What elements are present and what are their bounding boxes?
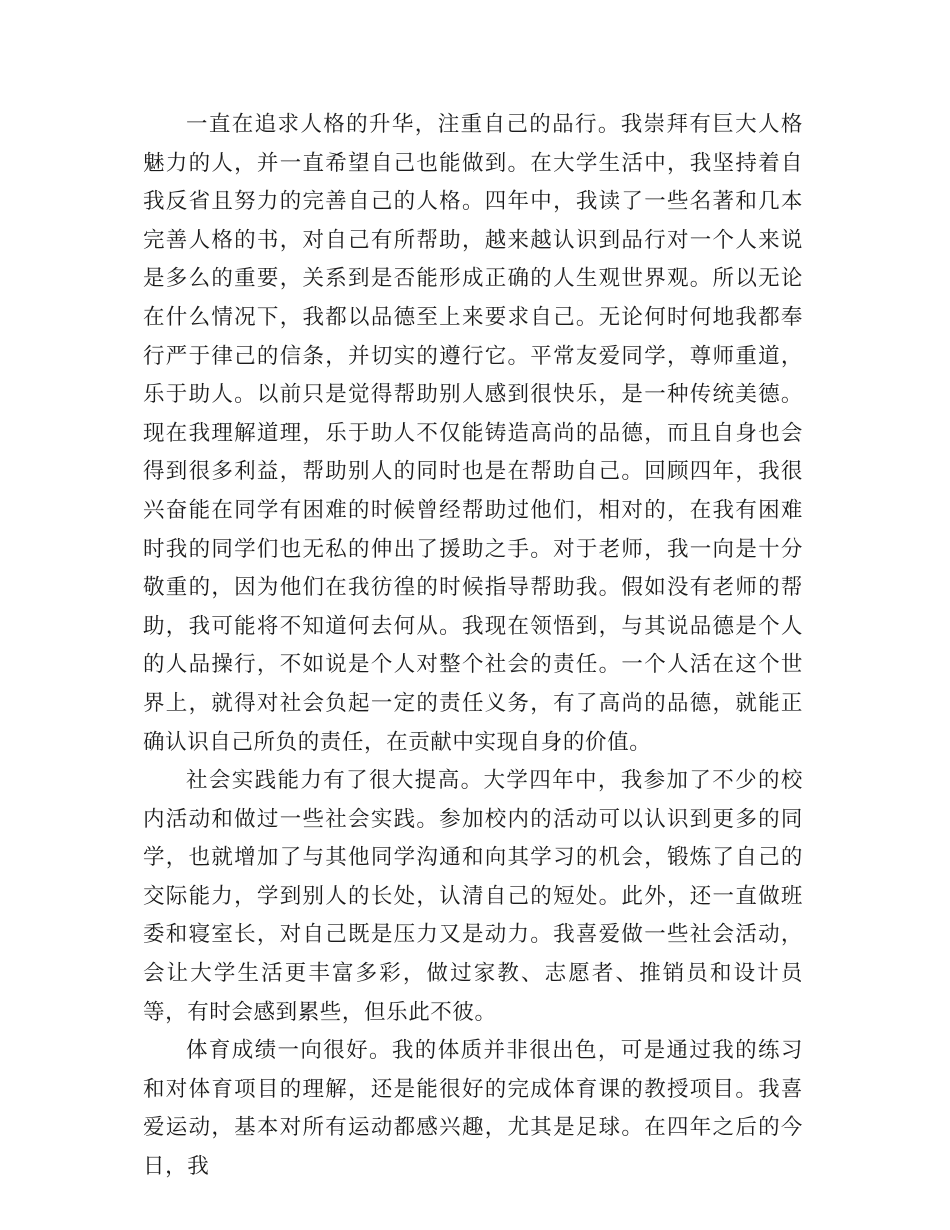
paragraph-character: 一直在追求人格的升华，注重自己的品行。我崇拜有巨大人格魅力的人，并一直希望自己也能做到。在大学生活中，我坚持着自我反省且努力的完善自己的人格。四年中，我读了一些名著和几本完善人格的书，对自己有所帮助，越来越认识到品行对一个人来说是多么的重要，关系到是否能形成正确的人生观世界观。所以无论在什么情况下，我都以品德至上来要求自己。无论何时何地我都奉行严于律己的信条，并切实的遵行它。平常友爱同学，尊师重道，乐于助人。以前只是觉得帮助别人感到很快乐，是一种传统美德。现在我理解道理，乐于助人不仅能铸造高尚的品德，而且自身也会得到很多利益，帮助别人的同时也是在帮助自己。回顾四年，我很兴奋能在同学有困难的时候曾经帮助过他们，相对的，在我有困难时我的同学们也无私的伸出了援助之手。对于老师，我一向是十分敬重的，因为他们在我彷徨的时候指导帮助我。假如没有老师的帮助，我可能将不知道何去何从。我现在领悟到，与其说品德是个人的人品操行，不如说是个人对整个社会的责任。一个人活在这个世界上，就得对社会负起一定的责任义务，有了高尚的品德，就能正确认识自己所负的责任，在贡献中实现自身的价值。: [143, 112, 803, 755]
document-page: [143, 106, 803, 1187]
paragraph-sports: 体育成绩一向很好。我的体质并非很出色，可是通过我的练习和对体育项目的理解，还是能很好的完成体育课的教授项目。我喜爱运动，基本对所有运动都感兴趣，尤其是足球。在四年之后的今日，我: [143, 1038, 803, 1180]
paragraph-social-practice: 社会实践能力有了很大提高。大学四年中，我参加了不少的校内活动和做过一些社会实践。参加校内的活动可以认识到更多的同学，也就增加了与其他同学沟通和向其学习的机会，锻炼了自己的交际能力，学到别人的长处，认清自己的短处。此外，还一直做班委和寝室长，对自己既是压力又是动力。我喜爱做一些社会活动，会让大学生活更丰富多彩，做过家教、志愿者、推销员和设计员等，有时会感到累些，但乐此不彼。: [143, 768, 803, 1025]
